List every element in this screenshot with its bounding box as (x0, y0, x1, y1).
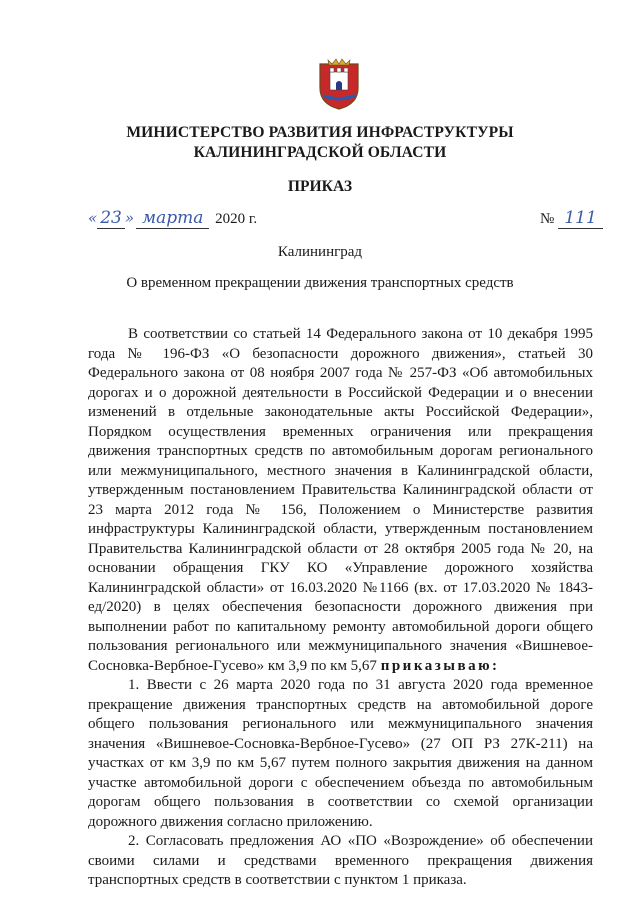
date-open-quote: « (88, 209, 98, 227)
city-name: Калининград (277, 244, 363, 260)
order-subject: О временном прекращении движения транспортных средств (126, 275, 514, 291)
preamble-paragraph (88, 325, 593, 676)
date-close-quote: » (124, 209, 135, 227)
ministry-name-line2: КАЛИНИНГРАДСКОЙ ОБЛАСТИ (193, 144, 447, 161)
date-year: 2020 г. (215, 211, 258, 227)
date-month: марта (136, 208, 209, 229)
order-number-label: № (540, 211, 555, 227)
order-date (88, 208, 257, 230)
order-number (540, 208, 603, 229)
ministry-name-line1: МИНИСТЕРСТВО РАЗВИТИЯ ИНФРАСТРУКТУРЫ (126, 124, 514, 141)
order-number-value: 111 (558, 208, 602, 229)
coat-of-arms-icon (318, 58, 360, 110)
order-directive: приказываю: (380, 657, 500, 674)
order-body (88, 325, 593, 891)
order-item-2: 2. Согласовать предложения АО «ПО «Возрождение» об обеспечении своими силами и средствами временного прекращения движения транспортных средств в соответствии с пунктом 1 приказа. (88, 833, 593, 888)
order-item-1: 1. Ввести с 26 марта 2020 года по 31 августа 2020 года временное прекращение движения транспортных средств на автомобильной дороге общего пользования регионального или межмуниципального значения значения «Вишневое-Сосновка-Вербное-Гусево» (27 ОП РЗ 27К-211) на участках от км 3,9 по км 5,67 путем полного закрытия движения на данном участке автомобильной дороги с обеспечением объезда по автомобильным дорогам общего пользования в соответствии со схемой организации дорожного движения согласно приложению. (88, 677, 593, 830)
preamble-text: В соответствии со статьей 14 Федерального закона от 10 декабря 1995 года № 196-ФЗ «О безопасности дорожного движения», статьей 30 Федерального закона от 08 ноября 2007 года № 257-ФЗ «Об автомобильных дорогах и о дорожной деятельности в Российской Федерации и о внесении изменений в отдельные законодательные акты Российской Федерации», Порядком осуществления временных ограничения или прекращения движения транспортных средств по автомобильным дорогам регионального или межмуниципального, местного значения в Калининградской области, утвержденным постановлением Правительства Калининградской области от 23 марта 2012 года № 156, Положением о Министерстве развития инфраструктуры Калининградской области, утвержденным постановлением Правительства Калининградской области от 28 октября 2005 года № 20, на основании обращения ГКУ КО «Управление дорожного хозяйства Калининградской области» от 16.03.2020 №1166 (вх. от 17.03.2020 № 1843-ед/2020) в целях обеспечения безопасности дорожного движения при выполнении работ по капитальному ремонту автомобильной дороги общего пользования регионального или межмуниципального значения «Вишневое-Сосновка-Вербное-Гусево» км 3,9 по км 5,67 (88, 326, 593, 674)
date-day: 23 (97, 208, 125, 229)
document-type-title: ПРИКАЗ (287, 178, 353, 195)
